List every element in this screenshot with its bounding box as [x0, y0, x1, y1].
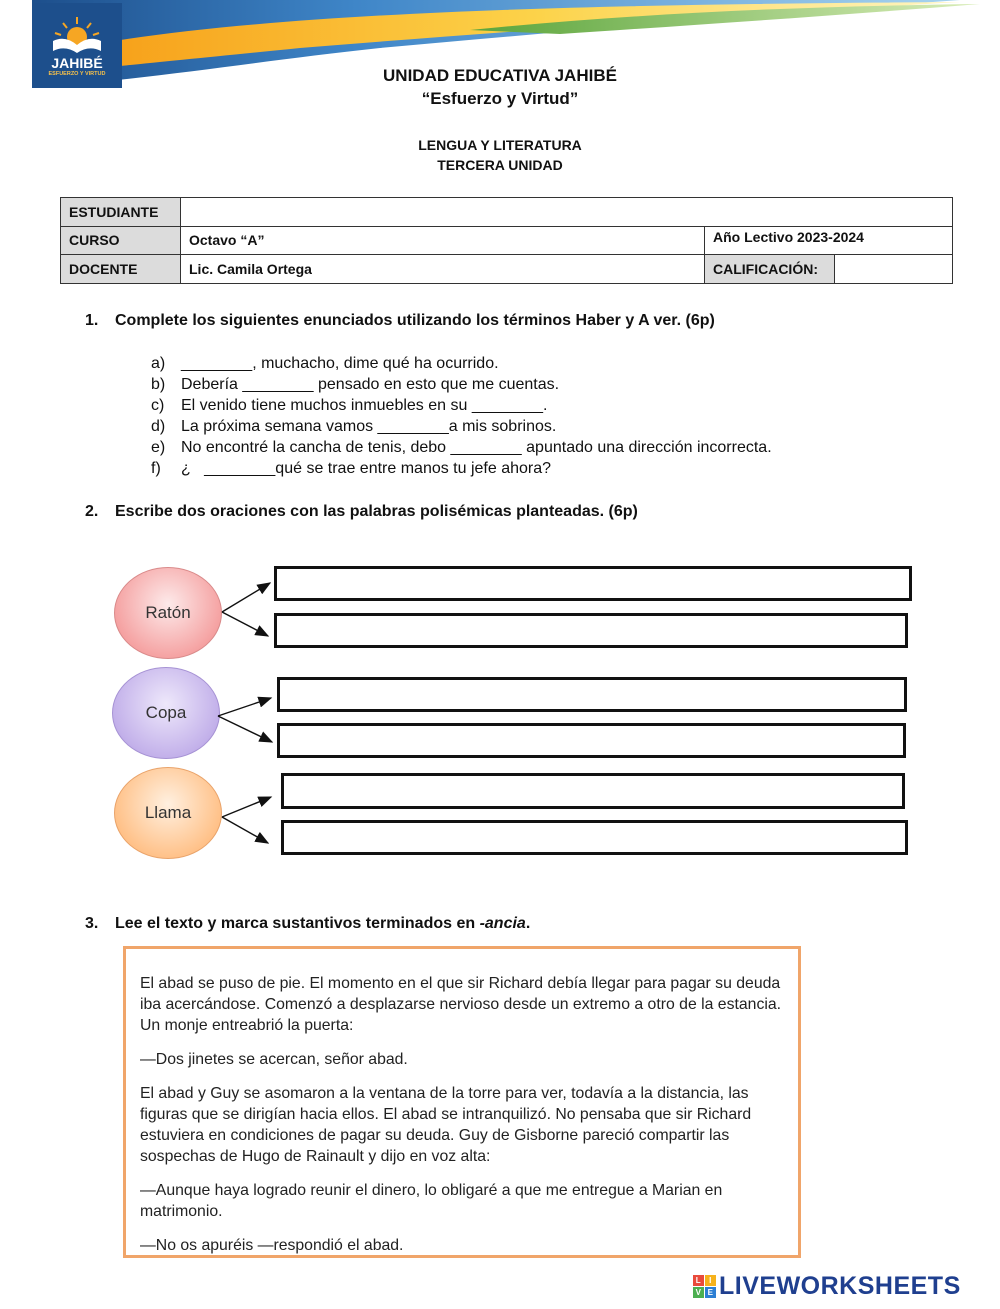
q1-item-f[interactable]: [151, 460, 551, 481]
item-text: Debería ________ pensado en esto que me cuentas.: [181, 376, 560, 393]
word-oval-llama: Llama: [114, 767, 222, 859]
passage-paragraph[interactable]: El abad y Guy se asomaron a la ventana de la torre para ver, todavía a la distancia, las figuras que se dirigían hacia ellos. El abad se intranquilizó. No pensaba que sir Richard estuviera en condiciones de pagar su deuda. Guy de Gisborne pareció compartir las sospechas de Hugo de Rainault y dijo en voz alta:: [140, 1085, 752, 1165]
liveworksheets-brand: LIVEWORKSHEETS: [719, 1272, 961, 1300]
q1-item-a[interactable]: [151, 355, 499, 376]
student-label: ESTUDIANTE: [61, 198, 181, 227]
item-letter: b): [151, 376, 166, 393]
question-text-end: .: [525, 915, 531, 932]
question-text: Lee el texto y marca sustantivos terminados en: [115, 915, 480, 932]
reading-passage: [123, 946, 801, 1258]
arrow-raton-2: [222, 612, 268, 636]
grade-label: CALIFICACIÓN:: [705, 255, 835, 284]
question-number: 3.: [85, 915, 99, 932]
teacher-value: Lic. Camila Ortega: [181, 255, 705, 284]
question-text: Escribe dos oraciones con las palabras polisémicas planteadas. (6p): [115, 503, 638, 520]
question-number: 2.: [85, 503, 99, 520]
item-letter: a): [151, 355, 166, 372]
passage-paragraph[interactable]: —No os apuréis —respondió el abad.: [140, 1237, 404, 1254]
teacher-label: DOCENTE: [61, 255, 181, 284]
item-text: ¿ ________qué se trae entre manos tu jefe ahora?: [181, 460, 552, 477]
arrow-copa-2: [218, 716, 272, 742]
arrow-copa-1: [218, 698, 271, 716]
question-text: Complete los siguientes enunciados utilizando los términos Haber y A ver. (6p): [115, 312, 715, 329]
logo-name: JAHIBÉ: [51, 54, 103, 71]
question-emphasis: -ancia: [479, 915, 526, 932]
answer-box-copa-2[interactable]: [277, 723, 906, 758]
q1-item-d[interactable]: [151, 418, 556, 439]
subject-title: LENGUA Y LITERATURA: [418, 137, 582, 153]
unit-title: TERCERA UNIDAD: [437, 157, 563, 173]
student-info-table: [60, 197, 953, 284]
student-row: [61, 198, 953, 227]
answer-box-llama-1[interactable]: [281, 773, 905, 809]
passage-paragraph[interactable]: —Aunque haya logrado reunir el dinero, lo obligaré a que me entregue a Marian en matrimonio.: [140, 1182, 723, 1220]
item-text: El venido tiene muchos inmuebles en su ________.: [181, 397, 548, 414]
word-oval-raton: Ratón: [114, 567, 222, 659]
teacher-row: [61, 255, 953, 284]
q1-item-e[interactable]: [151, 439, 772, 460]
item-letter: e): [151, 439, 166, 456]
question-2-heading: [85, 503, 638, 521]
passage-paragraph[interactable]: El abad se puso de pie. El momento en el que sir Richard debía llegar para pagar su deuda iba acercándose. Comenzó a desplazarse nervioso desde un extremo a otro de la estancia. Un monje entreabrió la puerta:: [140, 975, 782, 1034]
course-label: CURSO: [61, 226, 181, 255]
logo-tagline: ESFUERZO Y VIRTUD: [48, 70, 106, 77]
word-oval-copa: Copa: [112, 667, 220, 759]
arrow-llama-2: [222, 817, 268, 843]
arrow-raton-1: [222, 583, 270, 612]
course-value: Octavo “A”: [181, 226, 705, 255]
student-name-field[interactable]: [181, 198, 953, 227]
liveworksheets-logo: [693, 1272, 961, 1301]
q1-item-c[interactable]: [151, 397, 547, 418]
item-letter: d): [151, 418, 166, 435]
grade-field[interactable]: [835, 255, 953, 284]
answer-box-raton-2[interactable]: [274, 613, 908, 648]
item-letter: c): [151, 397, 165, 414]
item-text: No encontré la cancha de tenis, debo ________ apuntado una dirección incorrecta.: [181, 439, 772, 456]
question-number: 1.: [85, 312, 99, 329]
school-year-label: Año Lectivo 2023-2024: [705, 226, 953, 255]
course-row: [61, 226, 953, 255]
answer-box-raton-1[interactable]: [274, 566, 912, 601]
school-motto: “Esfuerzo y Virtud”: [421, 89, 579, 108]
passage-paragraph[interactable]: —Dos jinetes se acercan, señor abad.: [140, 1051, 408, 1068]
answer-box-llama-2[interactable]: [281, 820, 908, 855]
item-text: ________, muchacho, dime qué ha ocurrido.: [181, 355, 499, 372]
logo-book-sun-icon: [49, 15, 105, 53]
item-letter: f): [151, 460, 161, 477]
answer-box-copa-1[interactable]: [277, 677, 907, 712]
item-text: La próxima semana vamos ________a mis sobrinos.: [181, 418, 557, 435]
question-1-heading: [85, 312, 715, 330]
arrow-llama-1: [222, 797, 271, 817]
liveworksheets-badge-icon: L I V E: [693, 1275, 716, 1298]
school-title: UNIDAD EDUCATIVA JAHIBÉ: [383, 66, 617, 85]
question-3-heading: [85, 915, 530, 933]
q1-item-b[interactable]: [151, 376, 559, 397]
